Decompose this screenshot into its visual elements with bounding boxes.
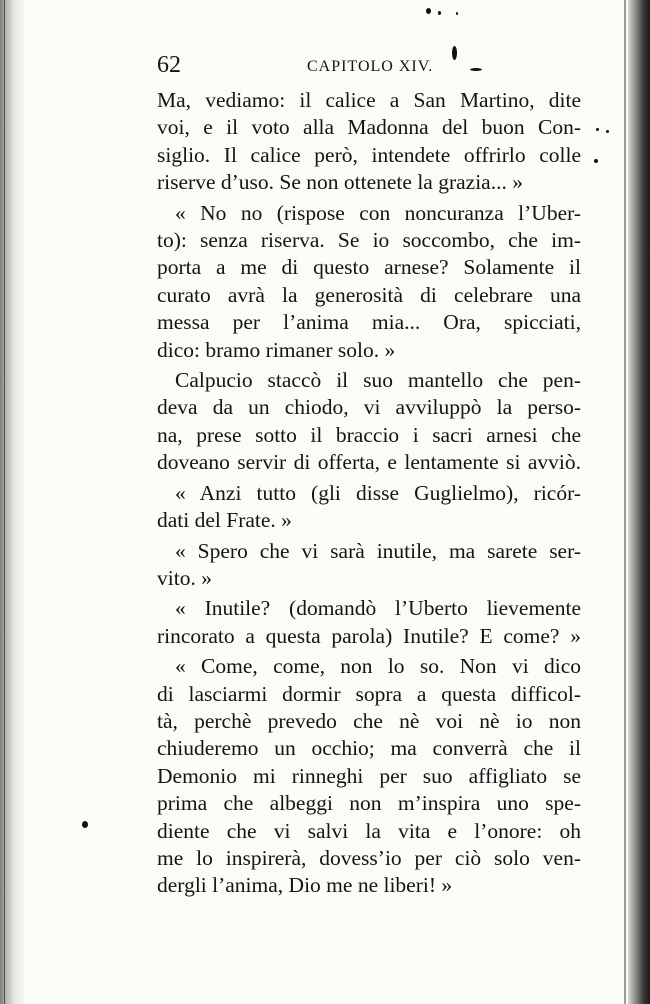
spine-line [624,0,626,1004]
text-line: « Come, come, non lo so. Non vi dico [175,654,581,679]
text-line: di lasciarmi dormir sopra a questa difficol- [157,681,581,706]
text-line: « No no (rispose con noncuranza l’Uber- [175,200,581,225]
text-line: « Spero che vi sarà inutile, ma sarete ser- [175,538,581,563]
text-line: siglio. Il calice però, intendete offrirlo colle [157,142,581,167]
page-number: 62 [157,52,181,78]
text-line: Calpucio staccò il suo mantello che pen- [175,368,581,393]
left-edge-line [4,0,5,1004]
text-line: Ma, vediamo: il calice a San Martino, dite [157,88,581,112]
text-line: dergli l’anima, Dio me ne liberi! » [157,873,453,898]
scan-speck [452,46,457,60]
text-line: tà, perchè prevedo che nè voi nè io non [157,708,581,733]
text-line: curato avrà la generosità di celebrare una [157,282,581,307]
scan-speck [82,821,88,828]
text-line: dati del Frate. » [157,508,292,533]
book-spine [628,0,650,1004]
scan-speck [594,159,598,163]
text-line: « Anzi tutto (gli disse Guglielmo), ricór- [175,480,581,505]
scan-speck [438,11,441,15]
text-line: doveano servir di offerta, e lentamente si avviò. [157,450,581,475]
text-line: chiuderemo un occhio; ma converrà che il [157,736,581,761]
text-line: diente che vi salvi la vita e l’onore: oh [157,818,581,843]
text-line: to): senza riserva. Se io soccombo, che im- [157,228,581,253]
text-line: me lo inspirerà, dovess’io per ciò solo ven- [157,845,581,870]
running-head: CAPITOLO XIV. [307,58,434,75]
page-header [157,52,587,86]
scan-speck [470,68,482,71]
text-line: messa per l’anima mia... Ora, spicciati, [157,310,581,335]
scan-speck [426,8,431,14]
scan-speck [606,130,609,133]
text-line: vito. » [157,565,212,590]
text-line: prima che albeggi non m’inspira uno spe- [157,791,581,816]
text-line: porta a me di questo arnese? Solamente il [157,255,581,280]
text-line: Demonio mi rinneghi per suo affigliato se [157,763,581,788]
text-line: voi, e il voto alla Madonna del buon Con- [157,115,581,140]
scan-speck [596,128,599,131]
text-line: riserve d’uso. Se non ottenete la grazia... » [157,170,523,195]
text-line: na, prese sotto il braccio i sacri arnesi che [157,422,581,447]
text-line: rincorato a questa parola) Inutile? E come? » [157,623,581,648]
text-line: « Inutile? (domandò l’Uberto lievemente [175,596,581,621]
text-line: dico: bramo rimaner solo. » [157,337,396,362]
text-line: deva da un chiodo, vi avviluppò la perso- [157,395,581,420]
body-text [157,87,581,900]
scan-speck [456,12,458,15]
